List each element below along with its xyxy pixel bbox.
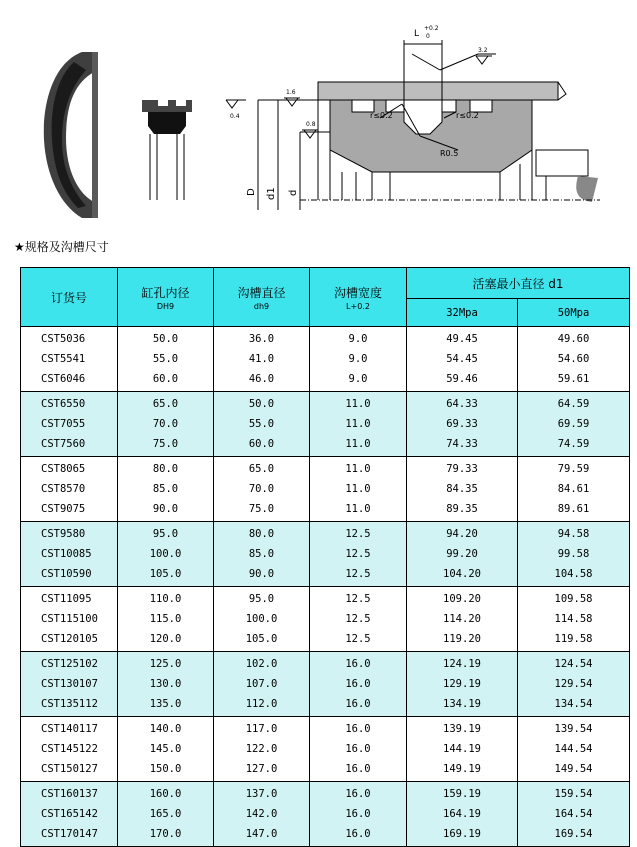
cell-groove-dia: 142.0 bbox=[214, 804, 310, 824]
label-d-small: d bbox=[288, 189, 299, 196]
cell-min-32: 144.19 bbox=[407, 739, 518, 759]
label-tol0: 0 bbox=[426, 33, 430, 40]
cell-order-no: CST150127 bbox=[21, 759, 118, 782]
cell-min-50: 64.59 bbox=[518, 392, 630, 415]
label-r-bottom: R0.5 bbox=[440, 149, 459, 158]
cell-min-32: 54.45 bbox=[407, 349, 518, 369]
spec-table bbox=[20, 267, 630, 847]
cell-bore: 60.0 bbox=[118, 369, 214, 392]
seal-cross-section bbox=[142, 100, 192, 200]
label-l: L bbox=[414, 29, 420, 39]
cell-groove-dia: 107.0 bbox=[214, 674, 310, 694]
cell-bore: 125.0 bbox=[118, 652, 214, 675]
cell-bore: 140.0 bbox=[118, 717, 214, 740]
cell-order-no: CST11095 bbox=[21, 587, 118, 610]
cell-groove-width: 9.0 bbox=[310, 327, 407, 350]
cell-bore: 160.0 bbox=[118, 782, 214, 805]
cell-groove-width: 16.0 bbox=[310, 739, 407, 759]
cell-groove-dia: 95.0 bbox=[214, 587, 310, 610]
cell-order-no: CST120105 bbox=[21, 629, 118, 652]
label-r1: r≤0.2 bbox=[370, 111, 393, 120]
cell-min-50: 109.58 bbox=[518, 587, 630, 610]
table-row bbox=[21, 782, 630, 805]
table-row bbox=[21, 717, 630, 740]
cell-groove-dia: 147.0 bbox=[214, 824, 310, 847]
table-row-group bbox=[21, 392, 630, 457]
cell-bore: 135.0 bbox=[118, 694, 214, 717]
cell-min-50: 84.61 bbox=[518, 479, 630, 499]
cell-bore: 170.0 bbox=[118, 824, 214, 847]
header-groove-dia: 沟槽直径 dh9 bbox=[214, 268, 310, 327]
cell-groove-width: 12.5 bbox=[310, 522, 407, 545]
table-row bbox=[21, 629, 630, 652]
table-row bbox=[21, 739, 630, 759]
cell-groove-width: 12.5 bbox=[310, 629, 407, 652]
label-rough-32: 3.2 bbox=[478, 47, 488, 54]
label-d1: d1 bbox=[266, 187, 277, 200]
cell-order-no: CST165142 bbox=[21, 804, 118, 824]
cell-order-no: CST8065 bbox=[21, 457, 118, 480]
cell-min-50: 59.61 bbox=[518, 369, 630, 392]
table-row bbox=[21, 522, 630, 545]
cell-min-50: 129.54 bbox=[518, 674, 630, 694]
cell-min-32: 99.20 bbox=[407, 544, 518, 564]
cell-groove-width: 16.0 bbox=[310, 759, 407, 782]
cell-groove-width: 16.0 bbox=[310, 652, 407, 675]
cell-bore: 90.0 bbox=[118, 499, 214, 522]
table-row bbox=[21, 759, 630, 782]
cell-order-no: CST8570 bbox=[21, 479, 118, 499]
cell-groove-width: 11.0 bbox=[310, 457, 407, 480]
cell-groove-dia: 65.0 bbox=[214, 457, 310, 480]
cell-groove-width: 11.0 bbox=[310, 392, 407, 415]
cell-min-32: 84.35 bbox=[407, 479, 518, 499]
cell-min-50: 144.54 bbox=[518, 739, 630, 759]
table-row bbox=[21, 479, 630, 499]
cell-order-no: CST9075 bbox=[21, 499, 118, 522]
cell-min-50: 69.59 bbox=[518, 414, 630, 434]
table-row bbox=[21, 564, 630, 587]
cell-min-32: 69.33 bbox=[407, 414, 518, 434]
cell-order-no: CST6046 bbox=[21, 369, 118, 392]
label-d: D bbox=[246, 188, 257, 196]
cell-bore: 50.0 bbox=[118, 327, 214, 350]
cell-groove-dia: 41.0 bbox=[214, 349, 310, 369]
table-row bbox=[21, 434, 630, 457]
cell-groove-width: 11.0 bbox=[310, 479, 407, 499]
cell-order-no: CST6550 bbox=[21, 392, 118, 415]
cell-min-50: 159.54 bbox=[518, 782, 630, 805]
cell-groove-width: 12.5 bbox=[310, 564, 407, 587]
header-groove-dia-sub: dh9 bbox=[253, 301, 270, 311]
cell-bore: 70.0 bbox=[118, 414, 214, 434]
cell-min-50: 149.54 bbox=[518, 759, 630, 782]
table-row bbox=[21, 804, 630, 824]
cell-order-no: CST170147 bbox=[21, 824, 118, 847]
cell-min-50: 94.58 bbox=[518, 522, 630, 545]
table-row-group bbox=[21, 717, 630, 782]
cell-min-32: 109.20 bbox=[407, 587, 518, 610]
cell-groove-dia: 117.0 bbox=[214, 717, 310, 740]
cell-groove-width: 9.0 bbox=[310, 349, 407, 369]
cell-groove-width: 16.0 bbox=[310, 804, 407, 824]
cell-min-50: 89.61 bbox=[518, 499, 630, 522]
table-row bbox=[21, 349, 630, 369]
cell-order-no: CST7560 bbox=[21, 434, 118, 457]
cell-order-no: CST145122 bbox=[21, 739, 118, 759]
cell-order-no: CST160137 bbox=[21, 782, 118, 805]
table-row bbox=[21, 499, 630, 522]
section-title: ★规格及沟槽尺寸 bbox=[14, 240, 109, 254]
cell-groove-dia: 36.0 bbox=[214, 327, 310, 350]
label-rough-16: 1.6 bbox=[286, 89, 296, 96]
cell-groove-dia: 55.0 bbox=[214, 414, 310, 434]
technical-drawing bbox=[0, 0, 637, 235]
cell-order-no: CST5036 bbox=[21, 327, 118, 350]
cell-groove-dia: 46.0 bbox=[214, 369, 310, 392]
cell-min-50: 49.60 bbox=[518, 327, 630, 350]
cell-order-no: CST140117 bbox=[21, 717, 118, 740]
header-32mpa: 32Mpa bbox=[407, 299, 518, 327]
cell-min-50: 114.58 bbox=[518, 609, 630, 629]
cell-groove-dia: 122.0 bbox=[214, 739, 310, 759]
cell-groove-width: 16.0 bbox=[310, 674, 407, 694]
cell-min-50: 104.58 bbox=[518, 564, 630, 587]
cell-order-no: CST125102 bbox=[21, 652, 118, 675]
cell-groove-dia: 137.0 bbox=[214, 782, 310, 805]
cell-bore: 95.0 bbox=[118, 522, 214, 545]
cell-bore: 130.0 bbox=[118, 674, 214, 694]
cell-groove-width: 11.0 bbox=[310, 434, 407, 457]
header-groove-width-sub: L+0.2 bbox=[346, 301, 370, 311]
cell-min-32: 169.19 bbox=[407, 824, 518, 847]
header-min-dia: 活塞最小直径 d1 bbox=[407, 268, 630, 299]
table-row-group bbox=[21, 522, 630, 587]
cell-min-50: 54.60 bbox=[518, 349, 630, 369]
cell-bore: 65.0 bbox=[118, 392, 214, 415]
cell-min-32: 134.19 bbox=[407, 694, 518, 717]
cell-order-no: CST5541 bbox=[21, 349, 118, 369]
cell-bore: 55.0 bbox=[118, 349, 214, 369]
cell-bore: 145.0 bbox=[118, 739, 214, 759]
cell-groove-dia: 50.0 bbox=[214, 392, 310, 415]
cell-min-32: 139.19 bbox=[407, 717, 518, 740]
cell-groove-dia: 90.0 bbox=[214, 564, 310, 587]
cell-bore: 80.0 bbox=[118, 457, 214, 480]
groove-drawing bbox=[226, 40, 600, 210]
cell-min-32: 49.45 bbox=[407, 327, 518, 350]
cell-min-50: 164.54 bbox=[518, 804, 630, 824]
cell-min-32: 119.20 bbox=[407, 629, 518, 652]
cell-bore: 75.0 bbox=[118, 434, 214, 457]
cell-groove-dia: 112.0 bbox=[214, 694, 310, 717]
cell-min-50: 79.59 bbox=[518, 457, 630, 480]
header-order-no: 订货号 bbox=[21, 268, 118, 327]
cell-min-32: 104.20 bbox=[407, 564, 518, 587]
spec-table-header bbox=[21, 268, 630, 327]
cell-min-32: 129.19 bbox=[407, 674, 518, 694]
cell-groove-dia: 105.0 bbox=[214, 629, 310, 652]
cell-min-32: 59.46 bbox=[407, 369, 518, 392]
cell-min-50: 119.58 bbox=[518, 629, 630, 652]
table-row bbox=[21, 694, 630, 717]
header-bore-sub: DH9 bbox=[156, 301, 175, 311]
cell-bore: 110.0 bbox=[118, 587, 214, 610]
header-50mpa: 50Mpa bbox=[518, 299, 630, 327]
cell-bore: 105.0 bbox=[118, 564, 214, 587]
cell-min-32: 149.19 bbox=[407, 759, 518, 782]
cell-min-32: 164.19 bbox=[407, 804, 518, 824]
cell-groove-dia: 75.0 bbox=[214, 499, 310, 522]
seal-product-image bbox=[44, 52, 98, 218]
table-row bbox=[21, 674, 630, 694]
cell-bore: 85.0 bbox=[118, 479, 214, 499]
cell-groove-dia: 70.0 bbox=[214, 479, 310, 499]
cell-groove-dia: 80.0 bbox=[214, 522, 310, 545]
table-row bbox=[21, 652, 630, 675]
table-row bbox=[21, 414, 630, 434]
table-row-group bbox=[21, 782, 630, 847]
table-row-group bbox=[21, 457, 630, 522]
cell-groove-width: 11.0 bbox=[310, 414, 407, 434]
cell-groove-dia: 127.0 bbox=[214, 759, 310, 782]
cell-bore: 100.0 bbox=[118, 544, 214, 564]
cell-min-32: 124.19 bbox=[407, 652, 518, 675]
cell-bore: 120.0 bbox=[118, 629, 214, 652]
cell-bore: 165.0 bbox=[118, 804, 214, 824]
cell-groove-width: 16.0 bbox=[310, 717, 407, 740]
table-row bbox=[21, 392, 630, 415]
cell-min-50: 134.54 bbox=[518, 694, 630, 717]
table-row bbox=[21, 824, 630, 847]
cell-groove-width: 12.5 bbox=[310, 609, 407, 629]
header-bore: 缸孔内径 DH9 bbox=[118, 268, 214, 327]
cell-bore: 150.0 bbox=[118, 759, 214, 782]
label-tol: +0.2 bbox=[424, 25, 439, 32]
cell-min-50: 74.59 bbox=[518, 434, 630, 457]
cell-groove-dia: 100.0 bbox=[214, 609, 310, 629]
cell-groove-width: 11.0 bbox=[310, 499, 407, 522]
cell-order-no: CST7055 bbox=[21, 414, 118, 434]
cell-min-32: 89.35 bbox=[407, 499, 518, 522]
cell-min-32: 94.20 bbox=[407, 522, 518, 545]
cell-groove-width: 12.5 bbox=[310, 587, 407, 610]
cell-bore: 115.0 bbox=[118, 609, 214, 629]
cell-order-no: CST10085 bbox=[21, 544, 118, 564]
cell-groove-width: 16.0 bbox=[310, 824, 407, 847]
cell-order-no: CST9580 bbox=[21, 522, 118, 545]
cell-min-50: 124.54 bbox=[518, 652, 630, 675]
cell-min-50: 169.54 bbox=[518, 824, 630, 847]
cell-groove-width: 12.5 bbox=[310, 544, 407, 564]
cell-order-no: CST130107 bbox=[21, 674, 118, 694]
table-row bbox=[21, 609, 630, 629]
table-row bbox=[21, 327, 630, 350]
label-rough-08: 0.8 bbox=[306, 121, 316, 128]
cell-order-no: CST10590 bbox=[21, 564, 118, 587]
cell-order-no: CST115100 bbox=[21, 609, 118, 629]
label-rough-04: 0.4 bbox=[230, 113, 240, 120]
cell-groove-width: 16.0 bbox=[310, 694, 407, 717]
table-row bbox=[21, 587, 630, 610]
table-row-group bbox=[21, 587, 630, 652]
cell-min-50: 139.54 bbox=[518, 717, 630, 740]
cell-min-32: 74.33 bbox=[407, 434, 518, 457]
table-row-group bbox=[21, 652, 630, 717]
header-groove-width: 沟槽宽度 L+0.2 bbox=[310, 268, 407, 327]
cell-order-no: CST135112 bbox=[21, 694, 118, 717]
cell-min-32: 64.33 bbox=[407, 392, 518, 415]
table-row bbox=[21, 369, 630, 392]
table-row bbox=[21, 544, 630, 564]
table-row bbox=[21, 457, 630, 480]
cell-groove-dia: 60.0 bbox=[214, 434, 310, 457]
cell-min-32: 79.33 bbox=[407, 457, 518, 480]
cell-min-32: 159.19 bbox=[407, 782, 518, 805]
cell-min-50: 99.58 bbox=[518, 544, 630, 564]
cell-groove-dia: 85.0 bbox=[214, 544, 310, 564]
cell-groove-width: 9.0 bbox=[310, 369, 407, 392]
cell-groove-width: 16.0 bbox=[310, 782, 407, 805]
cell-min-32: 114.20 bbox=[407, 609, 518, 629]
table-row-group bbox=[21, 327, 630, 392]
cell-groove-dia: 102.0 bbox=[214, 652, 310, 675]
label-r2: r≤0.2 bbox=[456, 111, 479, 120]
